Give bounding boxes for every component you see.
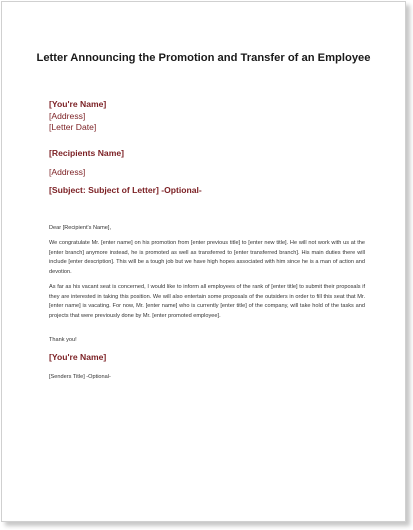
sender-address: [Address] xyxy=(49,110,86,121)
recipient-name: [Recipients Name] xyxy=(49,148,124,158)
letter-title: Letter Announcing the Promotion and Transfer of an Employee xyxy=(36,52,371,64)
recipient-address: [Address] xyxy=(49,166,86,177)
signature-name: [You're Name] xyxy=(49,352,107,362)
recipient-block xyxy=(49,148,202,197)
salutation: Dear [Recipient's Name], xyxy=(49,225,112,231)
paragraph-2: As far as his vacant seat is concerned, I would like to inform all employees of the rank of [enter title] to submit their proposals if they are interested in taking this position. We will also entertain some proposals of the outsiders in order to fill this seat that Mr. [enter name] is vacating. For now, Mr. [enter name] who is currently [enter title] of the company, will take hold of the tasks and projects that were previously done by Mr. [enter promoted employee]. xyxy=(49,284,365,319)
paragraph-1: We congratulate Mr. [enter name] on his promotion from [enter previous title] to [enter new title]. He will not work with us at the [enter branch] anymore instead, he is promoted as well as transferred to [enter transferred branch]. His main duties there will include [enter description]. This will be a tough job but we have high hopes associated with him since he is a man of action and devotion. xyxy=(49,240,365,275)
closing: Thank you! xyxy=(49,337,77,343)
sender-title: [Senders Title] -Optional- xyxy=(49,374,111,380)
letter-page xyxy=(1,1,406,522)
subject-line: [Subject: Subject of Letter] -Optional- xyxy=(49,185,202,195)
sender-block xyxy=(49,99,106,134)
sender-date: [Letter Date] xyxy=(49,122,97,132)
sender-name: [You're Name] xyxy=(49,99,107,109)
